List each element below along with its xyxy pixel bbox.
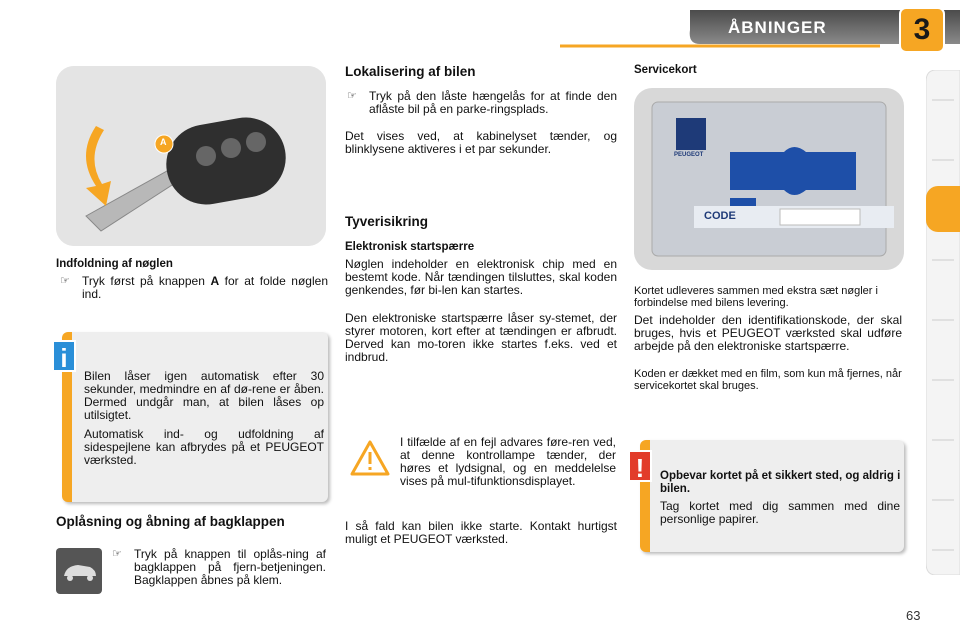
contact-paragraph: I så fald kan bilen ikke starte. Kontakt hurtigst muligt et PEUGEOT værksted. [345,519,617,546]
key-image [56,66,326,246]
info-box [62,332,328,502]
safety-box-text: Tag kortet med dig sammen med dine personlige papirer. [660,499,900,526]
info-box-text-1: Bilen låser igen automatisk efter 30 sekunder, medmindre en af dø-rene er åben. Dermed undgår man, at bilen låses op utilsigtet. [84,369,324,422]
chapter-number: 3 [913,13,931,46]
locate-bullet-text: Tryk på den låste hængelås for at finde den aflåste bil på en parke-ringsplads. [369,89,617,116]
fold-key-bullet [60,275,328,301]
service-card-illustration [634,88,904,270]
bullet-icon: ☞ [60,275,70,287]
locate-bullet [347,90,617,116]
side-chapter-tabs [926,70,960,575]
fold-key-title: Indfoldning af nøglen [56,258,173,270]
trunk-bullet-text: Tryk på knappen til oplås-ning af bagklappen på fjern-betjeningen. Bagklappen åbnes på klem. [134,547,326,587]
safety-box [640,440,904,552]
attention-icon: ! [628,450,652,482]
chapter-title: ÅBNINGER [728,18,827,37]
card-brand-label: PEUGEOT [674,152,704,158]
service-card-image [634,88,904,270]
key-fob-illustration [56,66,326,246]
locate-title: Lokalisering af bilen [345,64,476,79]
safety-box-title: Opbevar kortet på et sikkert sted, og aldrig i bilen. [660,470,901,495]
theft-subtitle: Elektronisk startspærre [345,241,475,253]
page-number: 63 [906,608,921,623]
active-chapter-tab [926,186,960,232]
theft-title: Tyverisikring [345,214,429,229]
info-box-text-2: Automatisk ind- og udfoldning af sidespejlene kan afbrydes på et PEUGEOT værksted. [84,427,324,467]
remote-trunk-icon [56,548,102,594]
theft-paragraph-1: Nøglen indeholder en elektronisk chip med en bestemt kode. Når tændingen tilsluttes, skal koden genkendes, før bi-len kan startes. [345,257,617,297]
button-a-label: A [160,137,167,147]
trunk-title: Oplåsning og åbning af bagklappen [56,514,285,529]
warning-lamp-icon [350,440,390,476]
fold-key-bullet-text: Tryk først på knappen A for at folde nøglen ind. [82,274,328,301]
service-card-paragraph-2: Koden er dækket med en film, som kun må fjernes, når servicekortet skal bruges. [634,368,902,392]
bullet-icon: ☞ [112,548,122,560]
locate-paragraph: Det vises ved, at kabinelyset tænder, og blinklysene aktiveres i et par sekunder. [345,129,617,156]
bullet-icon: ☞ [347,90,357,102]
service-card-paragraph-1: Det indeholder den identifikationskode, der skal bruges, hvis et PEUGEOT værksted skal udføre arbejde på den elektroniske startspærre. [634,313,902,353]
theft-paragraph-2: Den elektroniske startspærre låser sy-stemet, der styrer motoren, kort efter at tændingen er afbrudt. Derved kan mo-toren ikke startes f.eks. ved et indbrud. [345,311,617,364]
trunk-bullet [112,548,326,587]
service-card-caption: Kortet udleveres sammen med ekstra sæt nøgler i forbindelse med bilens levering. [634,285,878,309]
warning-text: I tilfælde af en fejl advares føre-ren ved, at denne kontrollampe tænder, der høres et lydsignal, og en meddelelse vises på mul-tifunktionsdisplayet. [400,435,616,488]
service-card-title: Servicekort [634,64,697,76]
info-icon: i [52,340,76,372]
card-code-label: CODE [704,210,736,222]
